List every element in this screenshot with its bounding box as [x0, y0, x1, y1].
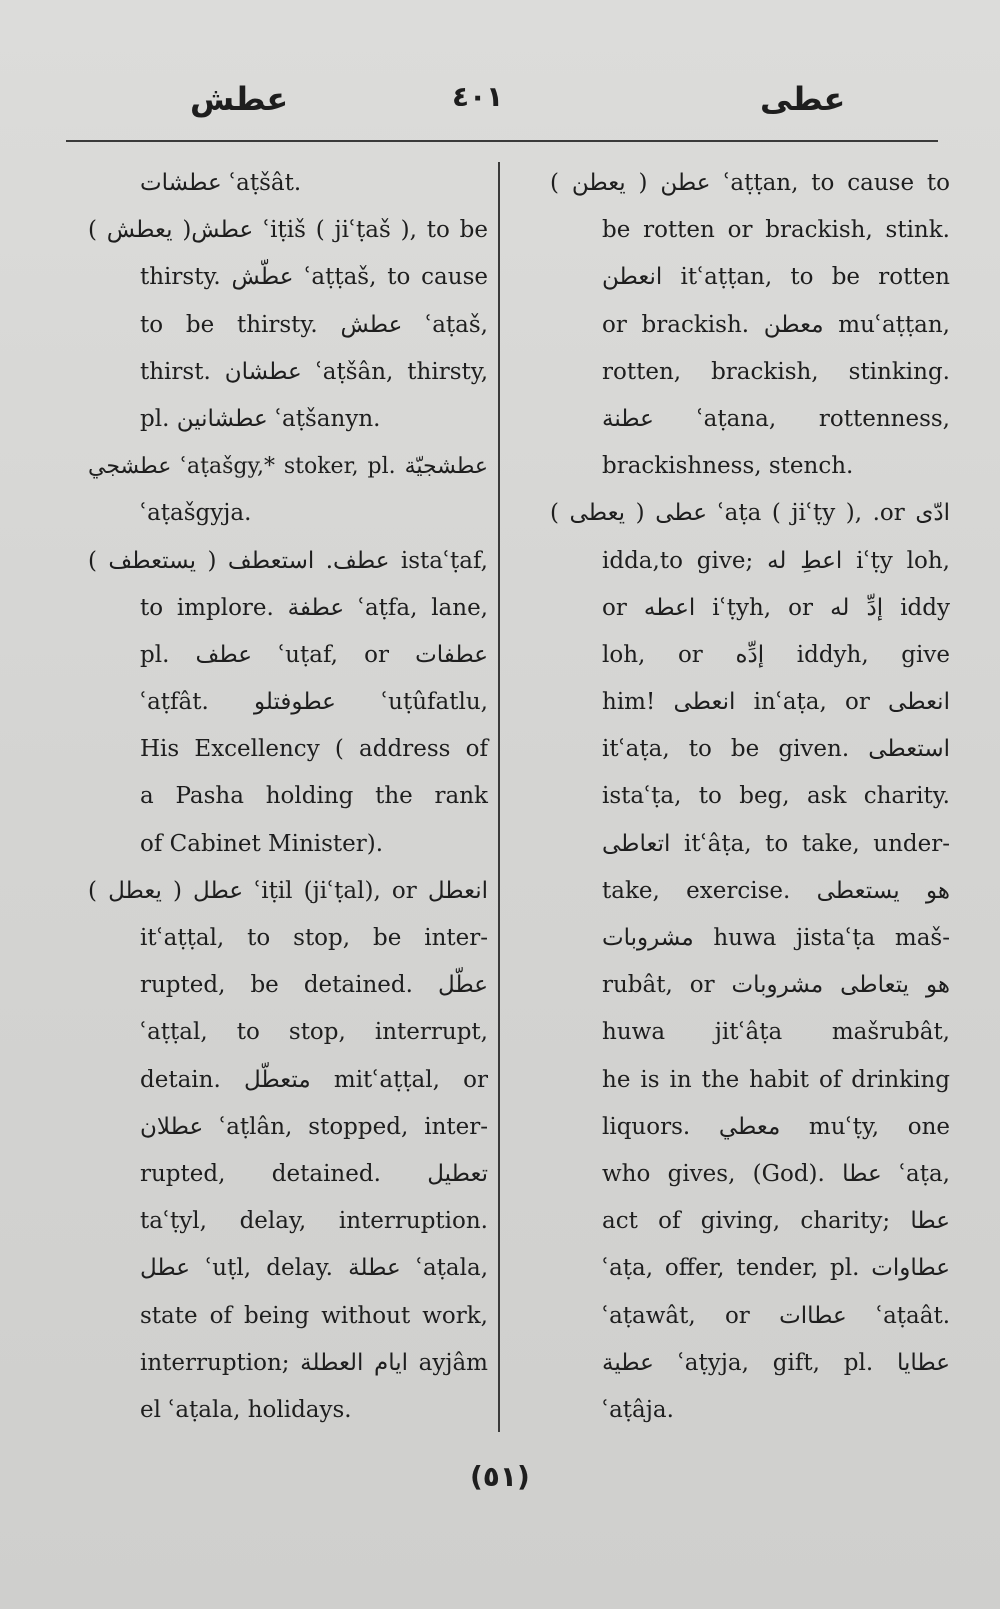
entry-line: to implore. عطفة ʿaṭfa, lane, [140, 594, 488, 621]
entry-line: عطية ʿaṭyja, gift, pl. عطايا [602, 1349, 950, 1376]
entry-line: ʿaṭâja. [602, 1396, 674, 1423]
entry-line: عطشات ʿaṭšât. [140, 170, 302, 196]
left-column [88, 160, 488, 1434]
entry-line: or اعطه iʿṭyh, or إدِّ له iddy [602, 594, 950, 621]
entry-line: rubât, or هو يتعاطى مشروبات [602, 972, 950, 999]
entry-line: who gives, (God). عطا ʿaṭa, [602, 1160, 950, 1187]
entry-line: عطى ( يعطى ) ʿaṭa ( jiʿṭy ), .or ادّى [550, 500, 950, 527]
running-head-left: عطش [190, 80, 289, 118]
entry-line: liquors. معطي muʿṭy, one [602, 1113, 951, 1140]
column-divider [498, 162, 500, 1432]
entry-line: عطل ʿuṭl, delay. عطلة ʿaṭala, [140, 1255, 489, 1282]
entry-line: thirsty. عطّش ʿaṭṭaš, to cause [140, 264, 488, 291]
entry-line: thirst. عطشان ʿaṭšân, thirsty, [140, 358, 488, 385]
entry-line: rotten, brackish, stinking. [602, 358, 950, 385]
entry-line: taʿṭyl, delay, interruption. [140, 1208, 488, 1235]
entry-line: rupted, detained. تعطيل [140, 1160, 488, 1187]
entry-line: انعطن itʿaṭṭan, to be rotten [602, 264, 950, 291]
header-rule [66, 140, 938, 142]
right-column [550, 160, 950, 1434]
entry-line: loh, or إدِّه iddyh, give [602, 641, 950, 668]
entry-line: عطنة ʿaṭana, rottenness, [602, 405, 950, 432]
entry-line: itʿaṭa, to be given. استعطى [602, 736, 950, 763]
entry-line: itʿaṭṭal, to stop, be inter- [140, 925, 488, 951]
entry-line: to be thirsty. عطش ʿaṭaš, [140, 311, 488, 338]
entry-line: take, exercise. هو يستعطى [602, 877, 950, 904]
entry-line: عطشجي ʿaṭašgy,* stoker, pl. عطشجيّة [88, 454, 488, 480]
entry-line: عطش( يعطش ) ʿiṭiš ( jiʿṭaš ), to be [88, 217, 489, 244]
entry-line: pl. عطف ʿuṭaf, or عطفات [140, 641, 488, 668]
entry-line: he is in the habit of drinking [602, 1066, 950, 1093]
entry-line: ʿaṭṭal, to stop, interrupt, [140, 1019, 488, 1046]
entry-line: pl. عطشانين ʿaṭšanyn. [140, 405, 381, 432]
entry-line: rupted, be detained. عطّل [140, 972, 488, 999]
entry-line: a Pasha holding the rank [140, 783, 488, 810]
entry-line: brackishness, stench. [602, 453, 854, 480]
entry-line: huwa jitʿâṭa mašrubât, [602, 1019, 950, 1046]
entry-line: عطلان ʿaṭlân, stopped, inter- [140, 1113, 488, 1140]
entry-line: detain. متعطّل mitʿaṭṭal, or [140, 1066, 488, 1093]
entry-line: مشروبات huwa jistaʿṭa maš- [602, 925, 950, 951]
running-head-page-number: ٤٠١ [452, 80, 504, 113]
entry-line: state of being without work, [140, 1302, 488, 1329]
entry-line: be rotten or brackish, stink. [602, 217, 950, 244]
entry-line: or brackish. معطن muʿaṭṭan, [602, 311, 950, 338]
entry-line: اتعاطى itʿâṭa, to take, under- [602, 830, 950, 857]
entry-line: el ʿaṭala, holidays. [140, 1396, 352, 1423]
entry-line: عطف. استعطف ( يستعطف ) istaʿṭaf, [88, 547, 488, 574]
entry-line: ʿaṭa, offer, tender, pl. عطاوات [602, 1255, 950, 1282]
entry-line: idda,to give; اعطِ له iʿṭy loh, [602, 547, 950, 574]
entry-line: interruption; ايام العطلة ayjâm [140, 1349, 488, 1376]
entry-line: ʿaṭfât. عطوفتلو ʿuṭûfatlu, [140, 689, 488, 716]
entry-line: him! انعطى inʿaṭa, or انعطى [602, 689, 950, 716]
entry-line: عطل ( يعطل ) ʿiṭil (jiʿṭal), or انعطل [88, 877, 488, 904]
running-head-right: عطى [760, 80, 846, 118]
entry-line: istaʿṭa, to beg, ask charity. [602, 783, 950, 810]
entry-line: ʿaṭawât, or عطاات ʿaṭaât. [602, 1302, 951, 1329]
entry-line: act of giving, charity; عطا [602, 1208, 950, 1235]
entry-line: of Cabinet Minister). [140, 830, 384, 857]
entry-line: His Excellency ( address of [140, 736, 488, 763]
entry-line: عطن ( يعطن ) ʿaṭṭan, to cause to [550, 170, 950, 196]
entry-line: ʿaṭašgyja. [140, 500, 252, 527]
page-number: (٥١) [470, 1460, 530, 1493]
